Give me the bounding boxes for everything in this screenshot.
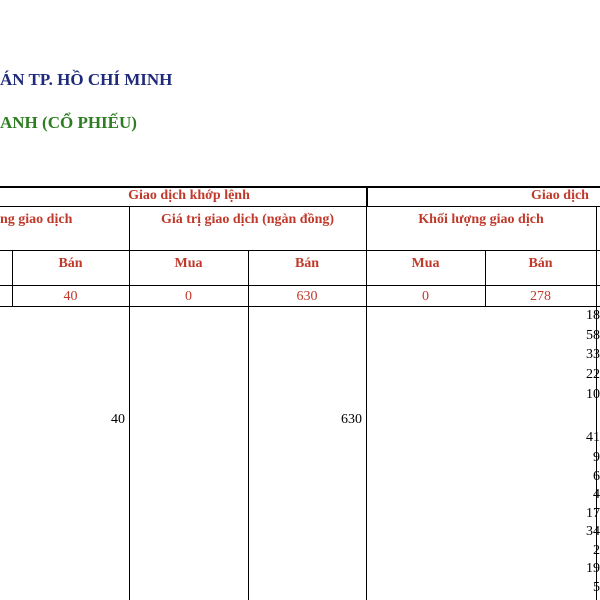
list-item: 4	[593, 487, 600, 502]
group-separator	[366, 186, 368, 206]
list-item: 58	[586, 328, 600, 343]
body-sell-volume: 40	[111, 412, 125, 427]
total-sell-volume: 40	[63, 289, 78, 304]
header-divider-3	[0, 285, 600, 286]
subheader-buy-1: Mua	[174, 256, 203, 271]
subheader-buy-2: Mua	[411, 256, 440, 271]
subheader-sell-2: Bán	[294, 256, 320, 271]
total-sell-volume-right: 278	[530, 289, 551, 304]
list-item: 6	[593, 469, 600, 484]
header-volume-left: ng giao dịch	[0, 212, 73, 227]
list-item: 19	[586, 561, 600, 576]
total-row-bottom	[0, 306, 600, 307]
list-item: 9	[593, 450, 600, 465]
subheader-sell-3: Bán	[528, 256, 553, 271]
list-item: 2	[593, 543, 600, 558]
header-matched-trades: Giao dịch khớp lệnh	[128, 188, 250, 203]
list-item: 10	[586, 387, 600, 402]
list-item: 34	[586, 524, 600, 539]
subheader-sell-1: Bán	[58, 256, 83, 271]
list-item: 22	[586, 367, 600, 382]
header-col-sep-right	[596, 206, 597, 250]
header-trade-value: Giá trị giao dịch (ngàn đồng)	[160, 212, 335, 227]
report-title-line1: ÁN TP. HỒ CHÍ MINH	[0, 70, 173, 89]
total-buy-volume: 0	[422, 289, 429, 304]
body-sell-value: 630	[341, 412, 362, 427]
header-volume-right: Khối lượng giao dịch	[418, 212, 544, 227]
total-buy-value: 0	[185, 289, 192, 304]
header-trades-right: Giao dịch	[531, 188, 589, 203]
header-divider-1	[0, 206, 600, 207]
list-item: 41	[586, 430, 600, 445]
list-item: 33	[586, 347, 600, 362]
list-item: 5	[593, 580, 600, 595]
header-divider-2	[0, 250, 600, 251]
total-sell-value: 630	[296, 289, 318, 304]
report-title-line2: ANH (CỔ PHIẾU)	[0, 113, 137, 132]
list-item: 17	[586, 506, 600, 521]
list-item: 18	[586, 308, 600, 323]
